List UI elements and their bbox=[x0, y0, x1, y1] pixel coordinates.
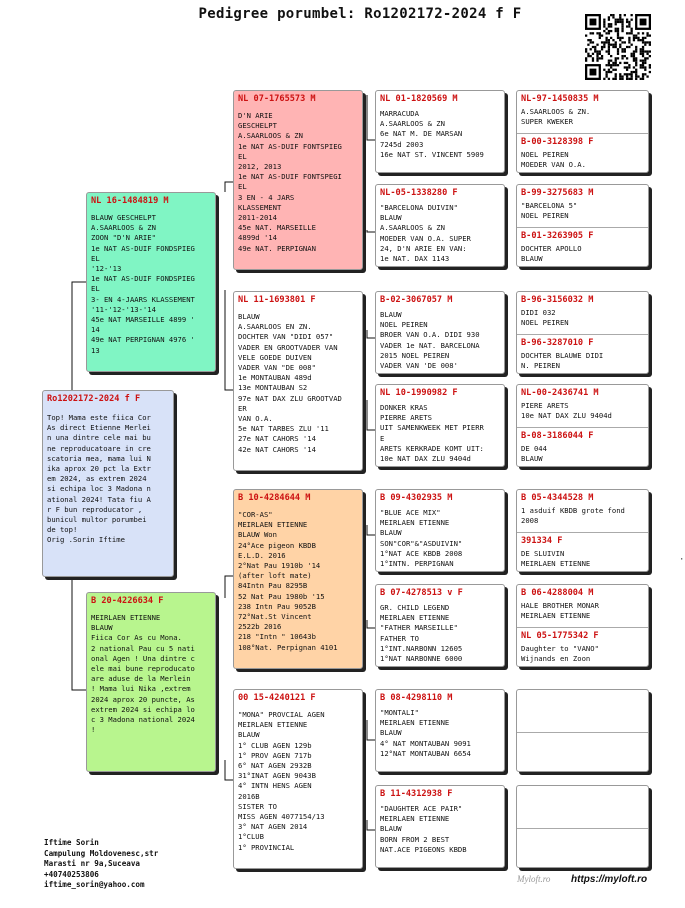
gen4-description: DOCHTER BLAUWE DIDI N. PEIREN bbox=[521, 351, 604, 371]
gen4-ring-number: B-96-3287010 F bbox=[521, 338, 594, 348]
gen3-card-3[interactable] bbox=[375, 291, 505, 374]
gen4-description: Daughter to "VANO" Wijnands en Zoon bbox=[521, 644, 599, 664]
gen2-description: D'N ARIE GESCHELPT A.SAARLOOS & ZN 1e NAT AS-DUIF FONTSPIEG EL 2012, 2013 1e NAT AS-DUIF FONTSPEGI EL 3 EN - 4 JARS KLASSEMENT 2011-2014 45e NAT. MARSEILLE 4899d '14 49e NAT. PERPIGNAN bbox=[238, 111, 342, 253]
gen4-divider bbox=[517, 427, 648, 428]
breeder-name: Iftime Sorin bbox=[44, 838, 99, 847]
dam-ring-number: B 20-4226634 F bbox=[91, 596, 164, 606]
gen3-card-2[interactable] bbox=[375, 184, 505, 267]
gen3-card-5[interactable] bbox=[375, 489, 505, 572]
gen4-card-3[interactable] bbox=[516, 291, 649, 374]
subject-ring-number: Ro1202172-2024 f F bbox=[47, 394, 141, 404]
gen4-ring-number: B-00-3128398 F bbox=[521, 137, 594, 147]
gen3-description: "DAUGHTER ACE PAIR" MEIRLAEN ETIENNE BLAUW BORN FROM 2 BEST NAT.ACE PIGEONS KBDB bbox=[380, 804, 467, 854]
gen4-ring-number: B-99-3275683 M bbox=[521, 188, 594, 198]
breeder-email[interactable]: iftime_sorin@yahoo.com bbox=[44, 880, 145, 890]
gen2-ring-number: B 10-4284644 M bbox=[238, 493, 311, 503]
gen4-ring-number: NL-00-2436741 M bbox=[521, 388, 599, 398]
gen4-divider bbox=[517, 532, 648, 533]
gen3-ring-number: NL 10-1990982 F bbox=[380, 388, 458, 398]
breeder-phone: +40740253806 bbox=[44, 869, 99, 879]
gen4-divider bbox=[517, 732, 648, 733]
gen4-description: "BARCELONA 5" NOEL PEIREN bbox=[521, 201, 578, 221]
gen4-ring-number: B-08-3186044 F bbox=[521, 431, 594, 441]
subject-description: Top! Mama este fiica Cor As direct Etienne Merlei n una dintre cele mai bu ne reproducatoare in cre scatoria mea, mama lui N ika aprox 20 pct la Extr em 2024, as extrem 2024 si echipa loc 3 Madona n ational 2024! Tata fiu A r F bun reproducator , bunicul multor porumbei de top! Orig .Sorin Iftime bbox=[47, 413, 151, 545]
gen4-divider bbox=[517, 828, 648, 829]
gen3-description: "MONTALI" MEIRLAEN ETIENNE BLAUW 4° NAT MONTAUBAN 9091 12°NAT MONTAUBAN 6654 bbox=[380, 708, 471, 758]
gen4-card-6[interactable] bbox=[516, 584, 649, 667]
gen4-ring-number: B 05-4344528 M bbox=[521, 493, 594, 503]
gen4-divider bbox=[517, 627, 648, 628]
gen3-card-1[interactable] bbox=[375, 90, 505, 173]
gen4-card-8[interactable] bbox=[516, 785, 649, 868]
gen3-description: MARRACUDA A.SAARLOOS & ZN 6e NAT M. DE MARSAN 7245d 2003 16e NAT ST. VINCENT 5909 bbox=[380, 109, 484, 159]
gen4-description: DIDI 032 NOEL PEIREN bbox=[521, 308, 569, 328]
sire-description: BLAUW GESCHELPT A.SAARLOOS & ZN ZOON "D'N ARIE" 1e NAT AS-DUIF FONDSPIEG EL '12-'13 1e NAT AS-DUIF FONDSPIEG EL 3- EN 4-JAARS KLASSEMENT '11-'12-'13-'14 45e NAT MARSEILLE 4899 ' 14 49e NAT PERPIGNAN 4976 ' 13 bbox=[91, 213, 195, 355]
dam-description: MEIRLAEN ETIENNE BLAUW Fiica Cor As cu Mona. 2 national Pau cu 5 nati onal Agen ! Una dintre c ele mai bune reproducato are aduse de la Merlein ! Mama lui Nika ,extrem 2024 aprox 20 puncte, As extrem 2024 si echipa lo c 3 Madona national 2024 ! bbox=[91, 613, 195, 735]
gen2-card-4[interactable] bbox=[233, 689, 363, 869]
gen3-description: "BARCELONA DUIVIN" BLAUW A.SAARLOOS & ZN MOEDER VAN O.A. SUPER 24, D'N ARIE EN VAN: 1e NAT. DAX 1143 bbox=[380, 203, 471, 264]
gen4-description: PIERE ARETS 10e NAT DAX ZLU 9404d bbox=[521, 401, 612, 421]
sire-card[interactable] bbox=[86, 192, 216, 372]
gen3-description: "BLUE ACE MIX" MEIRLAEN ETIENNE BLAUW SON"COR"&"ASDUIVIN" 1°NAT ACE KBDB 2008 1°INTN. PERPIGNAN bbox=[380, 508, 463, 569]
gen3-description: BLAUW NOEL PEIREN BROER VAN O.A. DIDI 930 VADER 1e NAT. BARCELONA 2015 NOEL PEIREN VADER VAN 'DE 008' bbox=[380, 310, 480, 371]
page-edge-mark: · bbox=[679, 555, 685, 565]
breeder-contact bbox=[44, 838, 158, 891]
gen4-card-1[interactable] bbox=[516, 90, 649, 173]
gen2-ring-number: NL 07-1765573 M bbox=[238, 94, 316, 104]
gen2-description: "COR-AS" MEIRLAEN ETIENNE BLAUW Won 24°Ace pigeon KBDB E.L.D. 2016 2°Nat Pau 1910b '14 (after loft mate) 84Intn Pau 8295B 52 Nat Pau 1980b '15 238 Intn Pau 9052B 72°Nat.St Vincent 2522b 2016 218 "Intn " 10643b 108°Nat. Perpignan 4101 bbox=[238, 510, 338, 652]
gen4-description: HALE BROTHER MONAR MEIRLAEN ETIENNE bbox=[521, 601, 599, 621]
gen4-description: 1 asduif KBDB grote fond 2008 bbox=[521, 506, 625, 526]
gen3-ring-number: NL-05-1338280 F bbox=[380, 188, 458, 198]
gen4-ring-number: 391334 F bbox=[521, 536, 563, 546]
gen3-ring-number: B 09-4302935 M bbox=[380, 493, 453, 503]
gen4-ring-number: B-01-3263905 F bbox=[521, 231, 594, 241]
dam-card[interactable] bbox=[86, 592, 216, 772]
gen2-description: "MONA" PROVCIAL AGEN MEIRLAEN ETIENNE BLAUW 1° CLUB AGEN 129b 1° PROV AGEN 717b 6° NAT AGEN 2932B 31°INAT AGEN 9043B 4° INTN HENS AGEN 2016B SISTER TO MISS AGEN 4077154/13 3° NAT AGEN 2014 1°CLUB 1° PROVINCIAL bbox=[238, 710, 325, 852]
gen2-ring-number: NL 11-1693801 F bbox=[238, 295, 316, 305]
gen4-card-4[interactable] bbox=[516, 384, 649, 467]
gen2-ring-number: 00 15-4240121 F bbox=[238, 693, 316, 703]
gen3-card-7[interactable] bbox=[375, 689, 505, 772]
gen3-description: DONKER KRAS PIERRE ARETS UIT SAMENKWEEK MET PIERR E ARETS KERKRADE KOMT UIT: 10e NAT DAX ZLU 9404d bbox=[380, 403, 484, 464]
gen4-description: DE SLUIVIN MEIRLAEN ETIENNE bbox=[521, 549, 591, 569]
gen4-description: NOEL PEIREN MOEDER VAN O.A. bbox=[521, 150, 586, 170]
gen3-description: GR. CHILD LEGEND MEIRLAEN ETIENNE "FATHER MARSEILLE" FATHER TO 1°INT.NARBONN 12605 1°NAT NARBONNE 6000 bbox=[380, 603, 463, 664]
gen2-card-3[interactable] bbox=[233, 489, 363, 669]
gen3-card-6[interactable] bbox=[375, 584, 505, 667]
gen4-card-7[interactable] bbox=[516, 689, 649, 772]
gen3-ring-number: NL 01-1820569 M bbox=[380, 94, 458, 104]
gen4-divider bbox=[517, 334, 648, 335]
gen3-ring-number: B 11-4312938 F bbox=[380, 789, 453, 799]
gen3-card-8[interactable] bbox=[375, 785, 505, 868]
gen3-ring-number: B 07-4278513 v F bbox=[380, 588, 463, 598]
gen4-description: DOCHTER APOLLO BLAUW bbox=[521, 244, 582, 264]
gen4-description: DE 044 BLAUW bbox=[521, 444, 547, 464]
gen4-description: A.SAARLOOS & ZN. SUPER KWEKER bbox=[521, 107, 591, 127]
page-title: Pedigree porumbel: Ro1202172-2024 f F bbox=[198, 6, 522, 22]
gen4-ring-number: B 06-4288004 M bbox=[521, 588, 594, 598]
breeder-address-line2: Marasti nr 9a,Suceava bbox=[44, 859, 141, 869]
gen3-ring-number: B-02-3067057 M bbox=[380, 295, 453, 305]
gen4-ring-number: NL-97-1450835 M bbox=[521, 94, 599, 104]
gen4-ring-number: B-96-3156032 M bbox=[521, 295, 594, 305]
gen4-ring-number: NL 05-1775342 F bbox=[521, 631, 599, 641]
gen2-description: BLAUW A.SAARLOOS EN ZN. DOCHTER VAN "DIDI 057" VADER EN GROOTVADER VAN VELE GOEDE DUIVEN VADER VAN "DE 008" 1e MONTAUBAN 489d 13e MONTAUBAN S2 97e NAT DAX ZLU GROOTVAD ER VAN O.A. 5e NAT TARBES ZLU '11 27e NAT CAHORS '14 42e NAT CAHORS '14 bbox=[238, 312, 342, 454]
gen2-card-2[interactable] bbox=[233, 291, 363, 471]
breeder-address-line1: Campulung Moldovenesc,str bbox=[44, 848, 159, 858]
gen3-ring-number: B 08-4298110 M bbox=[380, 693, 453, 703]
gen3-card-4[interactable] bbox=[375, 384, 505, 467]
website-link[interactable]: https://myloft.ro bbox=[571, 874, 648, 885]
gen4-divider bbox=[517, 227, 648, 228]
sire-ring-number: NL 16-1484819 M bbox=[91, 196, 169, 206]
gen4-divider bbox=[517, 133, 648, 134]
gen4-card-2[interactable] bbox=[516, 184, 649, 267]
gen2-card-1[interactable] bbox=[233, 90, 363, 270]
gen4-card-5[interactable] bbox=[516, 489, 649, 572]
subject-pigeon-card[interactable] bbox=[42, 390, 174, 577]
signature-logo: Myloft.ro bbox=[517, 874, 551, 884]
